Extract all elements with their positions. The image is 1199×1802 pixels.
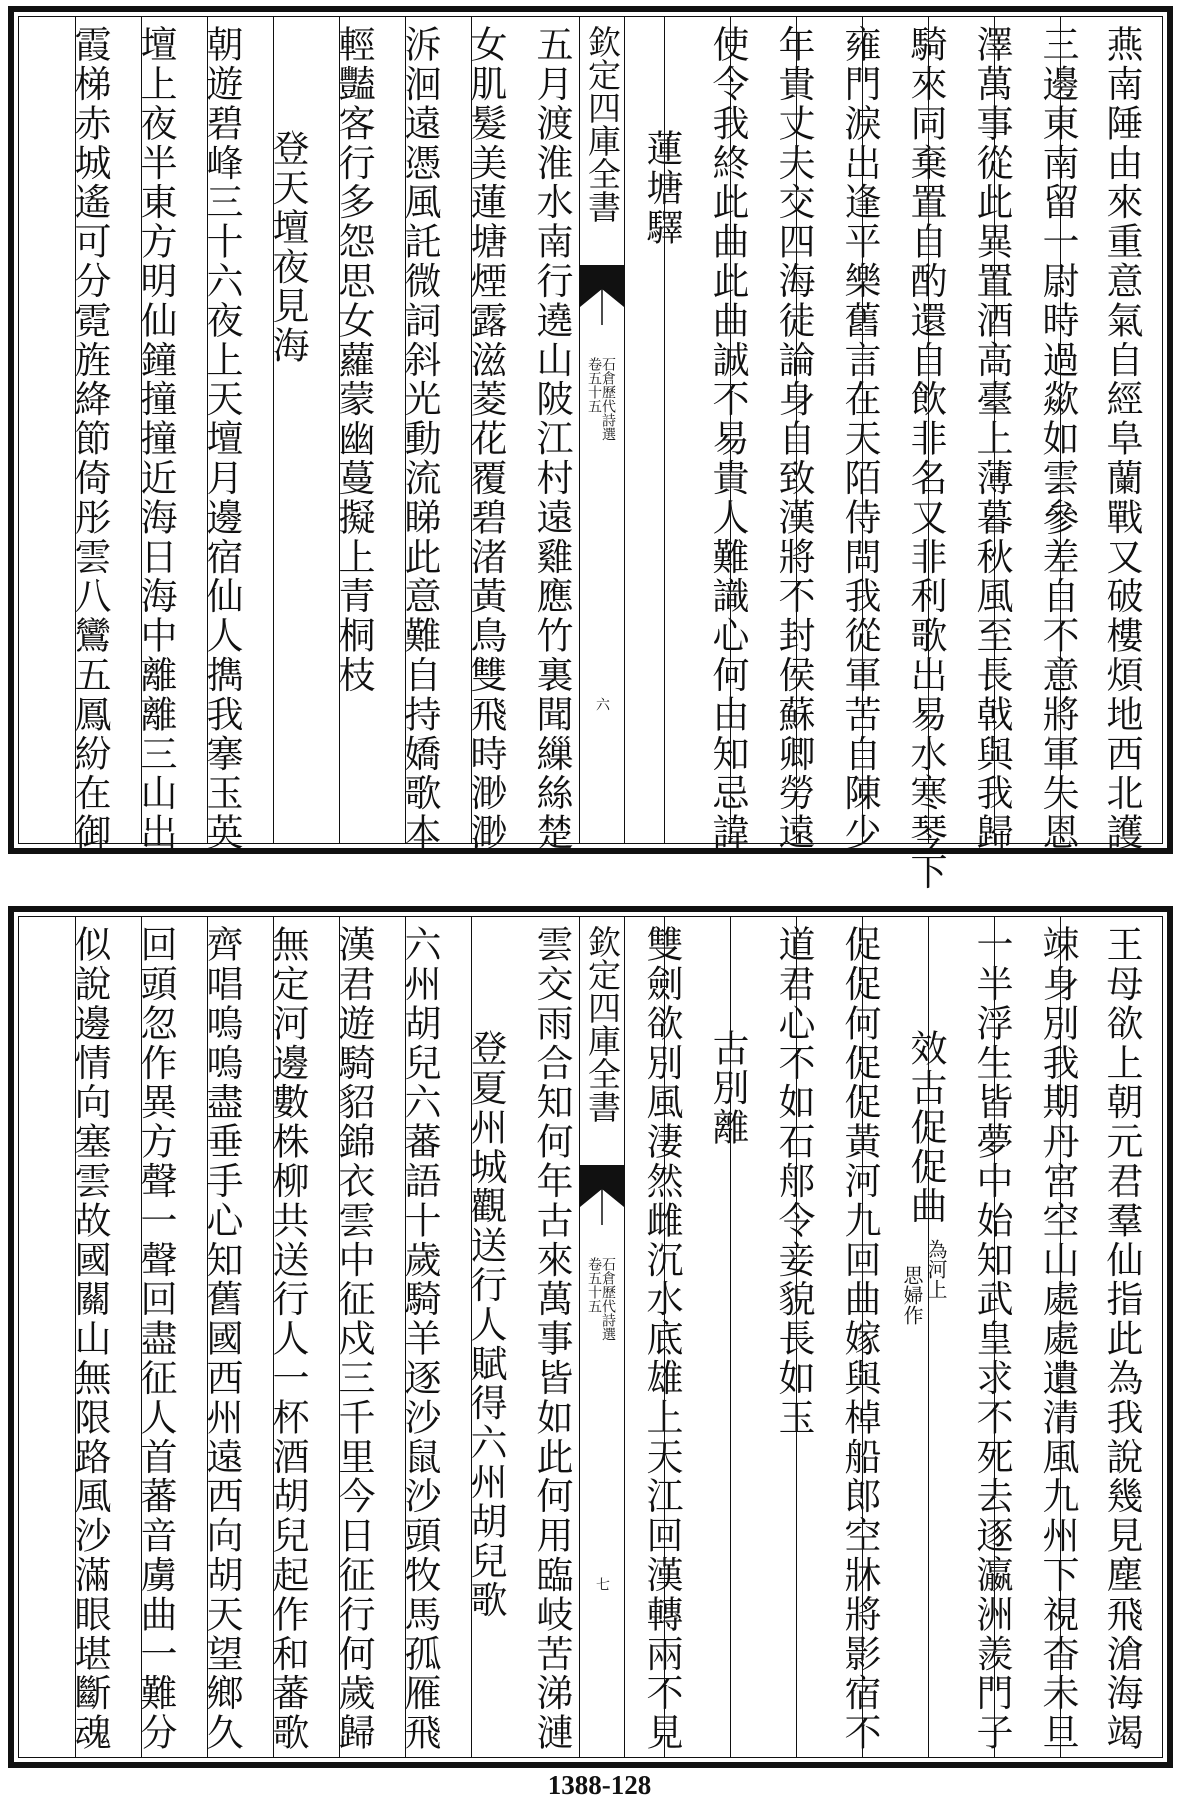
fishtail-mark-icon [580, 265, 624, 325]
text-column: 齊唱嗚嗚盡垂手心知舊國西州遠西向胡天望鄉久 [200, 925, 243, 1753]
poem-title: 蓮塘驛 [640, 129, 683, 248]
text-column: 似說邊情向塞雲故國關山無限路風沙滿眼堪斷魂 [68, 925, 111, 1753]
page-mark: 六 [594, 697, 610, 711]
poem-title: 古別離 [706, 1029, 749, 1148]
text-column: 五月渡淮水南行遶山陂江村遠雞應竹裏聞繅絲楚 [530, 25, 573, 853]
bottom-page-panel [8, 906, 1173, 1768]
text-column: 道君心不如石郍令妾貌長如玉 [772, 925, 815, 1438]
spine-collection-title: 石倉歷代詩選 [600, 1257, 616, 1341]
text-column: 雙劍欲別風淒然雌沉水底雄上天江回漢轉兩不見 [640, 925, 683, 1753]
text-column: 六州胡兒六蕃語十歲騎羊逐沙鼠沙頭牧馬孤雁飛 [398, 925, 441, 1753]
spine-column [579, 17, 625, 843]
poem-title: 登夏州城觀送行人賦得六州胡兒歌 [464, 1029, 507, 1620]
poem-title: 效古促促曲 [904, 1029, 947, 1226]
spine-title: 欽定四庫全書 [583, 25, 622, 223]
text-column: 泝洄遠憑風託微詞斜光動流睇此意難自持嬌歌本 [398, 25, 441, 853]
top-page-inner-frame [18, 16, 1163, 892]
text-column: 促促何促促黃河九回曲嫁與棹船郎空牀將影宿不 [838, 925, 881, 1753]
fishtail-mark-icon [580, 1165, 624, 1225]
text-column: 輕豔客行多怨思女蘿蒙幽蔓擬上青桐枝 [332, 25, 375, 695]
page-mark: 七 [594, 1577, 610, 1591]
spine-column [579, 917, 625, 1757]
text-column: 回頭忽作異方聲一聲回盡征人首蕃音虜曲一難分 [134, 925, 177, 1753]
text-column: 澤萬事從此異置酒高臺上薄暮秋風至長戟與我歸 [970, 25, 1013, 853]
text-column: 燕南陲由來重意氣自經阜蘭戰又破樓煩地西北護 [1100, 25, 1143, 853]
title-note: 思婦作 [900, 1265, 924, 1325]
text-column: 年貴丈夫交四海徒論身自致漢將不封侯蘇卿勞遠 [772, 25, 815, 853]
text-column: 騎來同棄置自酌還自飲非名又非利歌出易水寒琴下 [904, 25, 947, 892]
spine-volume: 卷五十五 [586, 357, 602, 413]
poem-title: 登天壇夜見海 [266, 129, 309, 366]
text-column: 三邊東南留一尉時過歘如雲參差自不意將軍失恩 [1036, 25, 1079, 853]
spine-collection-title: 石倉歷代詩選 [600, 357, 616, 441]
top-page-panel [8, 6, 1173, 892]
text-column: 竦身別我期丹宮空山處處遺清風九州下視杳未旦 [1036, 925, 1079, 1753]
text-column: 朝遊碧峰三十六夜上天壇月邊宿仙人擕我搴玉英 [200, 25, 243, 853]
text-column: 漢君遊騎貂錦衣雲中征戍三千里今日征行何歲歸 [332, 925, 375, 1753]
bottom-page-inner-frame [18, 916, 1163, 1758]
text-column: 女肌髮美蓮塘煙露滋菱花覆碧渚黃鳥雙飛時渺渺 [464, 25, 507, 853]
text-column: 雲交雨合知何年古來萬事皆如此何用臨岐苦涕漣 [530, 925, 573, 1753]
text-column: 使令我終此曲此曲誠不易貴人難識心何由知忌諱 [706, 25, 749, 853]
text-column: 一半浮生皆夢中始知武皇求不死去逐瀛洲羨門子 [970, 925, 1013, 1753]
text-column: 雍門淚出逢平樂舊言在天陌侍問我從軍苦自陳少 [838, 25, 881, 853]
text-column: 無定河邊數株柳共送行人一杯酒胡兒起作和蕃歌 [266, 925, 309, 1753]
text-column: 霞梯赤城遙可分霓旌絳節倚彤雲八鸞五鳳紛在御 [68, 25, 111, 853]
page-number: 1388-128 [547, 1770, 652, 1800]
title-note: 為河上 [924, 1239, 948, 1299]
text-column: 王母欲上朝元君羣仙指此為我說幾見塵飛滄海竭 [1100, 925, 1143, 1753]
text-column: 壇上夜半東方明仙鐘撞撞近海日海中離離三山出 [134, 25, 177, 853]
spine-title: 欽定四庫全書 [583, 925, 622, 1123]
spine-volume: 卷五十五 [586, 1257, 602, 1313]
